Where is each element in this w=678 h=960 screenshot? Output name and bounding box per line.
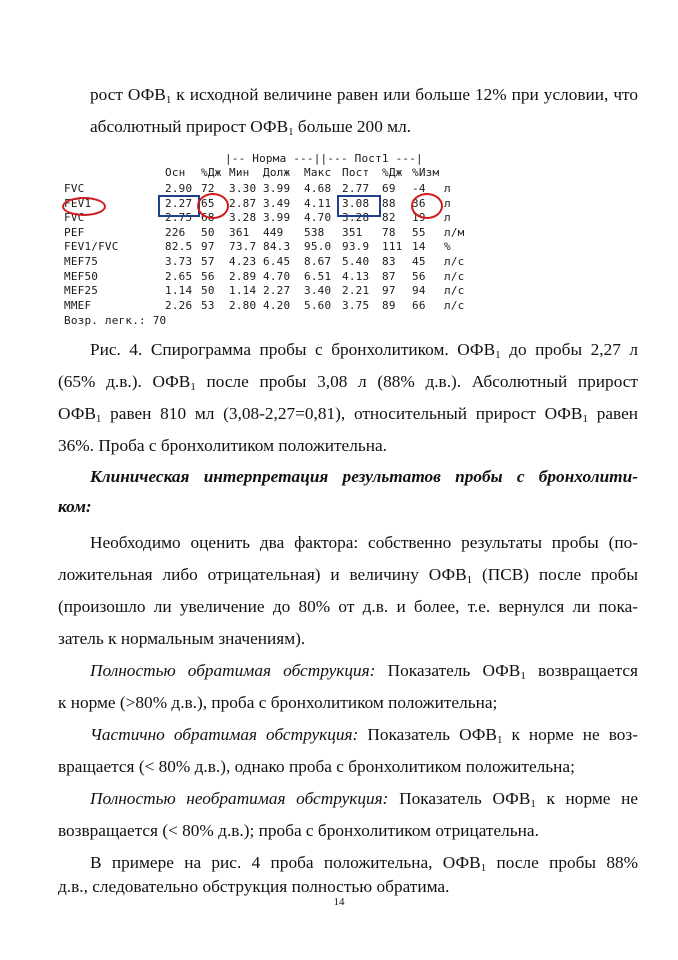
spiro-row-name: MEF75 [64,255,99,268]
spiro-cell: 2.87 [229,196,257,210]
spiro-row-name: PEF [64,225,85,239]
spiro-cell: л/с [444,284,465,298]
fev1-label-circle [62,197,106,216]
spiro-cell: 449 [263,225,284,239]
item3-line2: возвращается (< 80% д.в.); проба с бронхолитиком отрицательна. [58,821,539,840]
spiro-cell: 66 [412,298,426,312]
spiro-cell: л/с [444,298,465,312]
spiro-row [62,225,465,240]
spiro-row [62,182,462,196]
spiro-cell: 2.89 [229,269,257,283]
spiro-row [62,269,465,284]
fev1-change-circle [411,193,443,219]
spiro-header-range: |-- Норма ---||--- Пост1 ---| [225,152,423,165]
spiro-cell: 97 [382,284,396,298]
spiro-cell: 2.27 [165,196,193,210]
spiro-cell: 3.49 [263,196,291,210]
spiro-cell: 82 [382,211,396,225]
spiro-cell: 69 [382,182,396,195]
spiro-cell: 82.5 [165,240,193,254]
spiro-cell: 3.28 [342,211,370,225]
para2-line4: затель к нормальным значениям). [58,629,306,648]
para3-line1: В примере на рис. 4 проба положительна, $ОФВ_1$ после пробы 88% [90,853,638,874]
spiro-cell: 2.75 [165,211,193,225]
para1-line2: абсолютный прирост $ОФВ_1$ больше 200 мл. [90,117,412,138]
spiro-cell: 226 [165,225,186,239]
item2-line2: вращается (< 80% д.в.), однако проба с бронхолитиком положительна; [58,757,575,776]
spiro-cell: 3.40 [304,284,332,298]
spiro-cell: 3.75 [342,298,370,312]
spiro-footer: Возр. легк.: 70 [64,314,167,327]
spiro-cell: л [444,196,451,210]
spiro-cell: 111 [382,240,403,254]
spiro-row [62,240,462,254]
spiro-row [62,197,462,211]
spiro-cell: 2.26 [165,298,193,312]
spiro-cell: 2.27 [263,284,291,298]
fev1-pct-circle [197,193,229,219]
spiro-cell: 1.14 [165,284,193,298]
spiro-cell: 4.11 [304,196,332,210]
spiro-cell: 4.68 [304,182,332,195]
spiro-cell: л/с [444,255,465,268]
spiro-cell: 72 [201,182,215,195]
spiro-cell: 56 [201,269,215,283]
section-heading-line1: Клиническая интерпретация результатов пробы с бронхолити- [90,467,638,486]
item2-line1: Частично обратимая обструкция: Показатель $ОФВ_1$ к норме не воз- [90,725,639,746]
spiro-cell: 56 [412,269,426,283]
spiro-cell: 97 [201,240,215,254]
spiro-cell: 5.60 [304,298,332,312]
spiro-cell: 78 [382,225,396,239]
spiro-cell: 36 [412,196,426,210]
spiro-cell: % [444,240,451,254]
item3-line1: Полностью необратимая обструкция: Показатель $ОФВ_1$ к норме не [90,789,639,810]
spiro-cell: 538 [304,225,325,239]
spiro-cell: 88 [382,196,396,210]
spiro-cell: 3.99 [263,182,291,195]
spiro-cell: 14 [412,240,426,254]
spiro-cell: 65 [201,196,215,210]
para3-line2: д.в., следовательно обструкция полностью обратима. [58,877,450,896]
item1-line2: к норме (>80% д.в.), проба с бронхолитиком положительна; [58,693,498,712]
para2-line2: ложительная либо отрицательная) и величину $ОФВ_1$ (ПСВ) после пробы [58,565,638,586]
spiro-cell: 3.30 [229,182,257,195]
spiro-cell: 53 [201,298,215,312]
item1-line1: Полностью обратимая обструкция: Показатель $ОФВ_1$ возвращается [90,661,638,682]
spiro-row [62,284,465,298]
spiro-cell: л [444,211,451,225]
spiro-cell: 4.70 [304,211,332,225]
spiro-row [62,255,465,269]
spiro-row-name: MEF50 [64,269,99,283]
para1-line1: рост $ОФВ_1$ к исходной величине равен или больше 12% при условии, что [90,85,639,106]
spiro-cell: 3.28 [229,211,257,225]
spiro-cell: 8.67 [304,255,332,268]
spiro-cell: 93.9 [342,240,370,254]
spiro-cell: 2.90 [165,182,193,195]
spiro-header-columns: Осн %Дж Мин Долж Макс Пост %Дж %Изм [165,166,440,179]
spirogram-table [62,150,465,332]
spiro-cell: 6.45 [263,255,291,268]
spiro-cell: -4 [412,182,426,195]
spiro-row-name: MMEF [64,298,92,312]
caption-line4: 36%. Проба с бронхолитиком положительна. [58,436,387,455]
fev1-base-box [158,195,200,217]
spiro-cell: 361 [229,225,250,239]
spiro-cell: 4.20 [263,298,291,312]
spiro-cell: 5.40 [342,255,370,268]
spiro-cell: 94 [412,284,426,298]
fev1-post-box [337,195,381,217]
spiro-cell: 68 [201,211,215,225]
spiro-cell: 2.65 [165,269,193,283]
spiro-row [62,298,465,313]
spiro-cell: 1.14 [229,284,257,298]
spiro-row [62,211,462,225]
spiro-cell: л/с [444,269,465,283]
spiro-cell: 4.23 [229,255,257,268]
spiro-cell: 50 [201,284,215,298]
spiro-cell: л [444,182,451,195]
spiro-cell: 55 [412,225,426,239]
spiro-cell: 73.7 [229,240,257,254]
spiro-row-name: FEV1/FVC [64,240,119,254]
spiro-cell: 351 [342,225,363,239]
spiro-cell: 19 [412,211,426,225]
spiro-cell: 6.51 [304,269,332,283]
spiro-cell: 87 [382,269,396,283]
spiro-cell: 89 [382,298,396,312]
para2-line1: Необходимо оценить два фактора: собственно результаты пробы (по- [90,533,638,552]
spiro-cell: 57 [201,255,215,268]
spiro-row-name: FVC [64,211,85,225]
spiro-cell: 4.70 [263,269,291,283]
para2-line3: (произошло ли увеличение до 80% от д.в. и более, т.е. вернулся ли пока- [58,597,638,616]
spiro-row-name: FEV1 [64,196,92,210]
caption-line1: Рис. 4. Спирограмма пробы с бронхолитиком. $ОФВ_1$ до пробы 2,27 л [90,340,639,361]
spiro-cell: 95.0 [304,240,332,254]
spiro-cell: 3.08 [342,196,370,210]
spiro-cell: 3.99 [263,211,291,225]
spiro-cell: л/м [444,225,465,239]
spiro-cell: 83 [382,255,396,268]
page-number: 14 [333,896,345,908]
spiro-row-name: MEF25 [64,284,99,298]
spiro-cell: 2.21 [342,284,370,298]
section-heading-line2: ком: [58,497,92,516]
spiro-cell: 4.13 [342,269,370,283]
spiro-cell: 2.80 [229,298,257,312]
spiro-cell: 2.77 [342,182,370,195]
spiro-cell: 3.73 [165,255,193,268]
spiro-cell: 45 [412,255,426,268]
caption-line2: (65% д.в.). $ОФВ_1$ после пробы 3,08 л (88% д.в.). Абсолютный прирост [58,372,638,393]
caption-line3: $ОФВ_1$ равен 810 мл (3,08-2,27=0,81), относительный прирост $ОФВ_1$ равен [58,404,638,425]
spiro-row-name: FVC [64,182,85,195]
spiro-cell: 84.3 [263,240,291,254]
spiro-cell: 50 [201,225,215,239]
